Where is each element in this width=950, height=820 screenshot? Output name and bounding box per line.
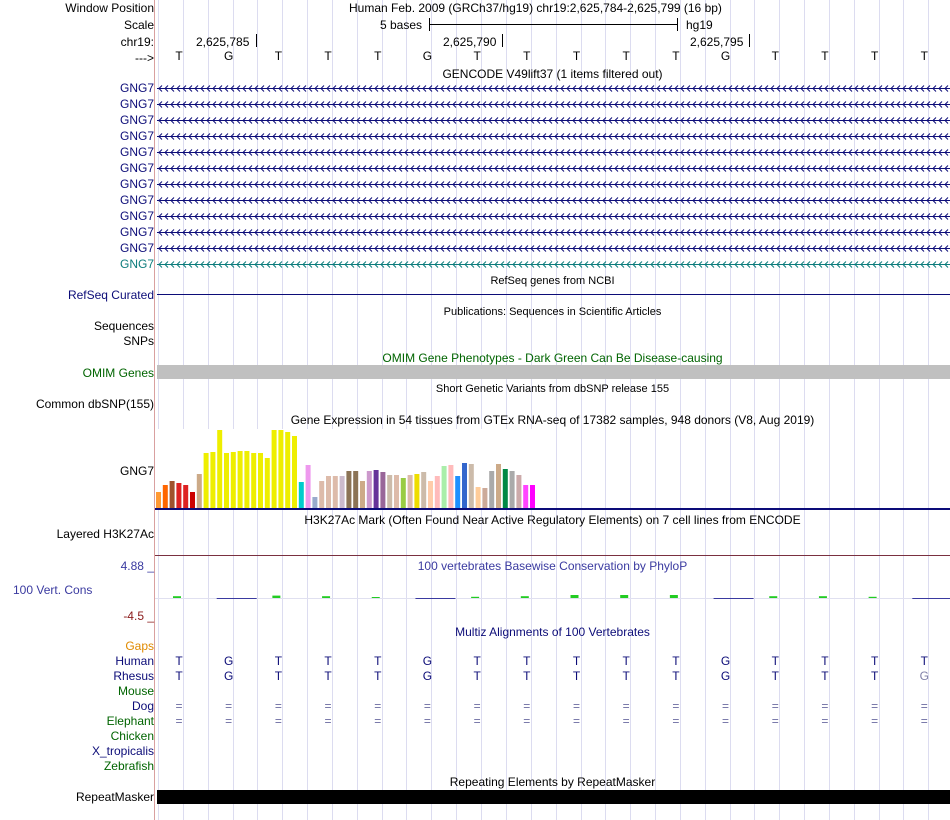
multiz-base: T <box>473 654 481 668</box>
gtex-tissue-bar[interactable] <box>210 452 215 508</box>
multiz-base: = <box>672 699 680 713</box>
coord-tick-1: 2,625,785 <box>196 35 250 49</box>
gtex-tissue-bar[interactable] <box>244 451 249 508</box>
multiz-track-title[interactable]: Multiz Alignments of 100 Vertebrates <box>455 625 650 639</box>
phylop-score-bar[interactable] <box>670 595 678 598</box>
multiz-base: T <box>672 669 680 683</box>
gtex-tissue-bar[interactable] <box>435 476 440 508</box>
refseq-gene-line[interactable] <box>157 294 950 295</box>
gencode-transcript[interactable] <box>155 131 950 142</box>
coord-tick-mark-2 <box>502 34 503 47</box>
multiz-base: = <box>672 714 680 728</box>
gtex-tissue-bar[interactable] <box>340 476 345 508</box>
base-letter: T <box>821 49 829 63</box>
phylop-score-bar[interactable] <box>769 596 777 598</box>
gtex-tissue-bar[interactable] <box>462 463 467 508</box>
gtex-tissue-bar[interactable] <box>523 485 528 508</box>
gtex-tissue-bar[interactable] <box>333 476 338 508</box>
h3k27ac-track-title[interactable]: H3K27Ac Mark (Often Found Near Active Regulatory Elements) on 7 cell lines from ENCODE <box>304 513 801 527</box>
gencode-track-title[interactable]: GENCODE V49lift37 (1 items filtered out) <box>442 67 663 81</box>
omim-track-label[interactable]: OMIM Genes <box>82 366 154 380</box>
scale-bar-left-tick <box>429 18 430 31</box>
multiz-base: T <box>622 654 630 668</box>
multiz-base: T <box>523 669 531 683</box>
multiz-base: = <box>821 699 829 713</box>
phylop-score-bar[interactable] <box>819 596 827 598</box>
phylop-ymin-label: -4.5 _ <box>123 609 154 623</box>
gtex-tissue-bar[interactable] <box>278 430 283 508</box>
multiz-base: T <box>920 654 928 668</box>
base-letter: T <box>771 49 779 63</box>
multiz-species-label[interactable]: Dog <box>131 699 154 713</box>
multiz-base: = <box>920 699 928 713</box>
strand-label: ---> <box>135 51 154 65</box>
gtex-tissue-bar[interactable] <box>238 451 243 508</box>
gtex-tissue-bar[interactable] <box>319 481 324 508</box>
gtex-tissue-bar[interactable] <box>265 458 270 508</box>
multiz-base: = <box>523 699 531 713</box>
gtex-track-label[interactable]: GNG7 <box>119 464 154 478</box>
gencode-gene-label[interactable]: GNG7 <box>119 97 154 111</box>
refseq-track-title[interactable]: RefSeq genes from NCBI <box>490 275 615 287</box>
multiz-base: G <box>422 669 433 683</box>
multiz-base: = <box>821 714 829 728</box>
gencode-gene-label[interactable]: GNG7 <box>119 129 154 143</box>
gtex-tissue-bar[interactable] <box>510 471 515 508</box>
scale-label: Scale <box>123 18 154 32</box>
phylop-score-bar[interactable] <box>217 598 257 599</box>
base-letter: G <box>224 49 234 63</box>
multiz-base: G <box>720 654 731 668</box>
gtex-tissue-bar[interactable] <box>299 482 304 508</box>
gencode-transcript[interactable] <box>155 115 950 126</box>
multiz-species-label[interactable]: Human <box>115 654 154 668</box>
phylop-score-bar[interactable] <box>173 596 181 598</box>
gtex-tissue-bar[interactable] <box>401 478 406 508</box>
phylop-chart[interactable] <box>155 585 950 610</box>
gtex-tissue-bar[interactable] <box>530 485 535 508</box>
gtex-tissue-bar[interactable] <box>353 471 358 508</box>
scale-bar <box>429 24 678 25</box>
gtex-tissue-bar[interactable] <box>421 472 426 508</box>
phylop-score-bar[interactable] <box>272 596 280 598</box>
gtex-tissue-bar[interactable] <box>176 483 181 508</box>
multiz-base: T <box>870 654 879 668</box>
multiz-base: T <box>821 654 829 668</box>
scale-text: 5 bases <box>380 18 423 32</box>
gtex-tissue-bar[interactable] <box>360 481 365 508</box>
base-letter: T <box>622 49 630 63</box>
gtex-tissue-bar[interactable] <box>231 452 236 508</box>
base-letter: G <box>720 49 731 63</box>
multiz-species-label[interactable]: X_tropicalis <box>91 744 154 758</box>
dbsnp-track-title[interactable]: Short Genetic Variants from dbSNP release 155 <box>435 383 670 395</box>
gencode-gene-label[interactable]: GNG7 <box>119 225 154 239</box>
multiz-base: = <box>175 714 183 728</box>
gencode-gene-label[interactable]: GNG7 <box>119 257 154 271</box>
base-letter: T <box>572 49 581 63</box>
publications-snps-label[interactable]: SNPs <box>123 334 154 348</box>
gtex-tissue-bar[interactable] <box>380 472 385 508</box>
gtex-track-title[interactable]: Gene Expression in 54 tissues from GTEx RNA-seq of 17382 samples, 948 donors (V8, Aug 2019) <box>290 413 815 427</box>
multiz-base: T <box>523 654 531 668</box>
gencode-transcript[interactable] <box>155 83 950 94</box>
gencode-gene-label[interactable]: GNG7 <box>119 145 154 159</box>
phylop-score-bar[interactable] <box>869 597 877 598</box>
base-letter: T <box>870 49 879 63</box>
base-letter: T <box>523 49 531 63</box>
gencode-transcript[interactable] <box>155 163 950 174</box>
base-letter: T <box>175 49 183 63</box>
gtex-tissue-bar[interactable] <box>346 471 351 508</box>
gencode-gene-label[interactable]: GNG7 <box>119 241 154 255</box>
gtex-tissue-bar[interactable] <box>163 485 168 508</box>
gtex-tissue-bar[interactable] <box>387 475 392 508</box>
multiz-base: = <box>572 714 580 728</box>
multiz-base: = <box>324 714 332 728</box>
multiz-base: T <box>274 669 283 683</box>
gtex-tissue-bar[interactable] <box>217 430 222 508</box>
multiz-base: G <box>224 654 234 668</box>
multiz-base: = <box>324 699 332 713</box>
multiz-base: T <box>324 669 332 683</box>
gencode-transcript[interactable] <box>155 195 950 206</box>
phylop-track-label[interactable]: 100 Vert. Cons <box>13 583 93 597</box>
gtex-tissue-bar[interactable] <box>489 471 494 508</box>
phylop-score-bar[interactable] <box>471 597 479 598</box>
multiz-base: T <box>622 669 630 683</box>
scale-bar-right-tick <box>677 18 678 31</box>
multiz-base: = <box>920 714 928 728</box>
gtex-tissue-bar[interactable] <box>170 481 175 508</box>
multiz-base: T <box>374 654 382 668</box>
base-letter: T <box>374 49 382 63</box>
window-position-text: Human Feb. 2009 (GRCh37/hg19) chr19:2,625,784-2,625,799 (16 bp) <box>349 1 722 15</box>
multiz-base: = <box>473 699 481 713</box>
multiz-base: = <box>622 714 630 728</box>
omim-gene-bar[interactable] <box>157 365 950 379</box>
base-letter: T <box>920 49 928 63</box>
gtex-tissue-bar[interactable] <box>197 474 202 508</box>
gtex-tissue-bar[interactable] <box>496 464 501 508</box>
base-letter: T <box>473 49 481 63</box>
scale-assembly: hg19 <box>686 18 713 32</box>
gtex-tissue-bar[interactable] <box>374 470 379 508</box>
gtex-tissue-bar[interactable] <box>190 492 195 508</box>
h3k27ac-track-label[interactable]: Layered H3K27Ac <box>56 527 154 541</box>
base-letter: T <box>274 49 283 63</box>
gencode-gene-label[interactable]: GNG7 <box>119 209 154 223</box>
base-letter: T <box>672 49 680 63</box>
gtex-tissue-bar[interactable] <box>408 475 413 508</box>
gtex-tissue-bar[interactable] <box>367 471 372 508</box>
gtex-tissue-bar[interactable] <box>476 487 481 508</box>
gtex-chart[interactable] <box>155 429 950 510</box>
multiz-base: = <box>473 714 481 728</box>
gencode-transcript[interactable] <box>155 147 950 158</box>
coord-tick-mark-3 <box>749 34 750 47</box>
gtex-tissue-bar[interactable] <box>156 492 161 508</box>
gencode-gene-label[interactable]: GNG7 <box>119 161 154 175</box>
gtex-tissue-bar[interactable] <box>326 476 331 508</box>
gencode-transcript[interactable] <box>155 259 950 270</box>
multiz-species-label[interactable]: Mouse <box>117 684 154 698</box>
multiz-base: T <box>771 654 779 668</box>
gencode-transcript[interactable] <box>155 227 950 238</box>
multiz-base: T <box>821 669 829 683</box>
multiz-base: = <box>225 699 233 713</box>
gtex-tissue-bar[interactable] <box>251 453 256 508</box>
multiz-base: T <box>175 654 183 668</box>
gtex-tissue-bar[interactable] <box>394 475 399 508</box>
multiz-base: = <box>622 699 630 713</box>
gtex-tissue-bar[interactable] <box>312 497 317 508</box>
gtex-tissue-bar[interactable] <box>204 453 209 508</box>
gencode-transcript[interactable] <box>155 179 950 190</box>
multiz-base: G <box>224 669 234 683</box>
gtex-tissue-bar[interactable] <box>306 465 311 508</box>
multiz-base: T <box>374 669 382 683</box>
multiz-base: = <box>274 699 282 713</box>
phylop-score-bar[interactable] <box>322 596 330 598</box>
multiz-gaps-label: Gaps <box>125 639 154 653</box>
multiz-base: = <box>274 714 282 728</box>
phylop-score-bar[interactable] <box>620 595 628 598</box>
phylop-ymax-label: 4.88 _ <box>120 559 154 573</box>
multiz-base: T <box>572 654 581 668</box>
publications-sequences-label[interactable]: Sequences <box>93 319 154 333</box>
phylop-track-title[interactable]: 100 vertebrates Basewise Conservation by PhyloP <box>417 559 688 573</box>
gtex-tissue-bar[interactable] <box>516 475 521 508</box>
dbsnp-track-label[interactable]: Common dbSNP(155) <box>35 397 154 411</box>
multiz-base: T <box>175 669 183 683</box>
gencode-gene-label[interactable]: GNG7 <box>119 113 154 127</box>
publications-track-title[interactable]: Publications: Sequences in Scientific Articles <box>443 306 662 318</box>
multiz-base: = <box>771 699 779 713</box>
multiz-base: = <box>225 714 233 728</box>
gtex-tissue-bar[interactable] <box>258 453 263 508</box>
multiz-base: T <box>473 669 481 683</box>
h3k27ac-baseline <box>155 555 950 556</box>
multiz-species-label[interactable]: Chicken <box>110 729 154 743</box>
omim-track-title[interactable]: OMIM Gene Phenotypes - Dark Green Can Be Disease-causing <box>382 351 723 365</box>
repeatmasker-track-label[interactable]: RepeatMasker <box>75 790 154 804</box>
multiz-base: = <box>722 714 730 728</box>
refseq-track-label[interactable]: RefSeq Curated <box>67 288 154 302</box>
gtex-tissue-bar[interactable] <box>503 469 508 508</box>
repeatmasker-track-title[interactable]: Repeating Elements by RepeatMasker <box>449 775 656 789</box>
repeatmasker-element-bar[interactable] <box>157 790 950 804</box>
gtex-tissue-bar[interactable] <box>285 432 290 508</box>
gtex-tissue-bar[interactable] <box>448 465 453 508</box>
gtex-tissue-bar[interactable] <box>482 488 487 508</box>
phylop-score-bar[interactable] <box>571 595 579 598</box>
gencode-transcript[interactable] <box>155 211 950 222</box>
gtex-tissue-bar[interactable] <box>469 464 474 508</box>
base-letter: G <box>422 49 433 63</box>
multiz-species-label[interactable]: Elephant <box>106 714 154 728</box>
gtex-tissue-bar[interactable] <box>414 474 419 508</box>
multiz-base: T <box>572 669 581 683</box>
multiz-base: G <box>422 654 433 668</box>
coord-tick-3: 2,625,795 <box>690 35 744 49</box>
coord-tick-2: 2,625,790 <box>443 35 497 49</box>
multiz-base: = <box>871 714 879 728</box>
gtex-tissue-bar[interactable] <box>428 481 433 508</box>
multiz-base: = <box>771 714 779 728</box>
base-letter: T <box>324 49 332 63</box>
gtex-tissue-bar[interactable] <box>292 436 297 508</box>
phylop-score-bar[interactable] <box>415 598 455 599</box>
gtex-tissue-bar[interactable] <box>272 430 277 508</box>
gtex-tissue-bar[interactable] <box>224 453 229 508</box>
multiz-base: G <box>919 669 929 683</box>
multiz-base: = <box>722 699 730 713</box>
multiz-base: T <box>274 654 283 668</box>
multiz-base: = <box>374 714 382 728</box>
coord-tick-mark-1 <box>256 34 257 47</box>
multiz-base: T <box>771 669 779 683</box>
multiz-base: T <box>870 669 879 683</box>
multiz-base: = <box>423 699 431 713</box>
multiz-base: T <box>672 654 680 668</box>
phylop-score-bar[interactable] <box>912 598 950 599</box>
gencode-gene-label[interactable]: GNG7 <box>119 81 154 95</box>
gtex-tissue-bar[interactable] <box>183 485 188 508</box>
multiz-base: G <box>720 669 731 683</box>
multiz-base: = <box>374 699 382 713</box>
multiz-base: = <box>423 714 431 728</box>
multiz-base: T <box>324 654 332 668</box>
phylop-score-bar[interactable] <box>372 597 380 598</box>
gencode-transcript[interactable] <box>155 243 950 254</box>
multiz-species-label[interactable]: Rhesus <box>113 669 154 683</box>
gencode-gene-label[interactable]: GNG7 <box>119 177 154 191</box>
gtex-tissue-bar[interactable] <box>442 466 447 508</box>
multiz-base: = <box>871 699 879 713</box>
phylop-score-bar[interactable] <box>714 598 754 599</box>
gencode-transcript[interactable] <box>155 99 950 110</box>
window-position-label: Window Position <box>65 1 154 15</box>
multiz-base: = <box>523 714 531 728</box>
multiz-base: = <box>572 699 580 713</box>
multiz-species-label[interactable]: Zebrafish <box>103 759 154 773</box>
chrom-label: chr19: <box>120 35 154 49</box>
gtex-tissue-bar[interactable] <box>455 476 460 508</box>
gencode-gene-label[interactable]: GNG7 <box>119 193 154 207</box>
multiz-base: = <box>175 699 183 713</box>
phylop-score-bar[interactable] <box>521 596 529 598</box>
